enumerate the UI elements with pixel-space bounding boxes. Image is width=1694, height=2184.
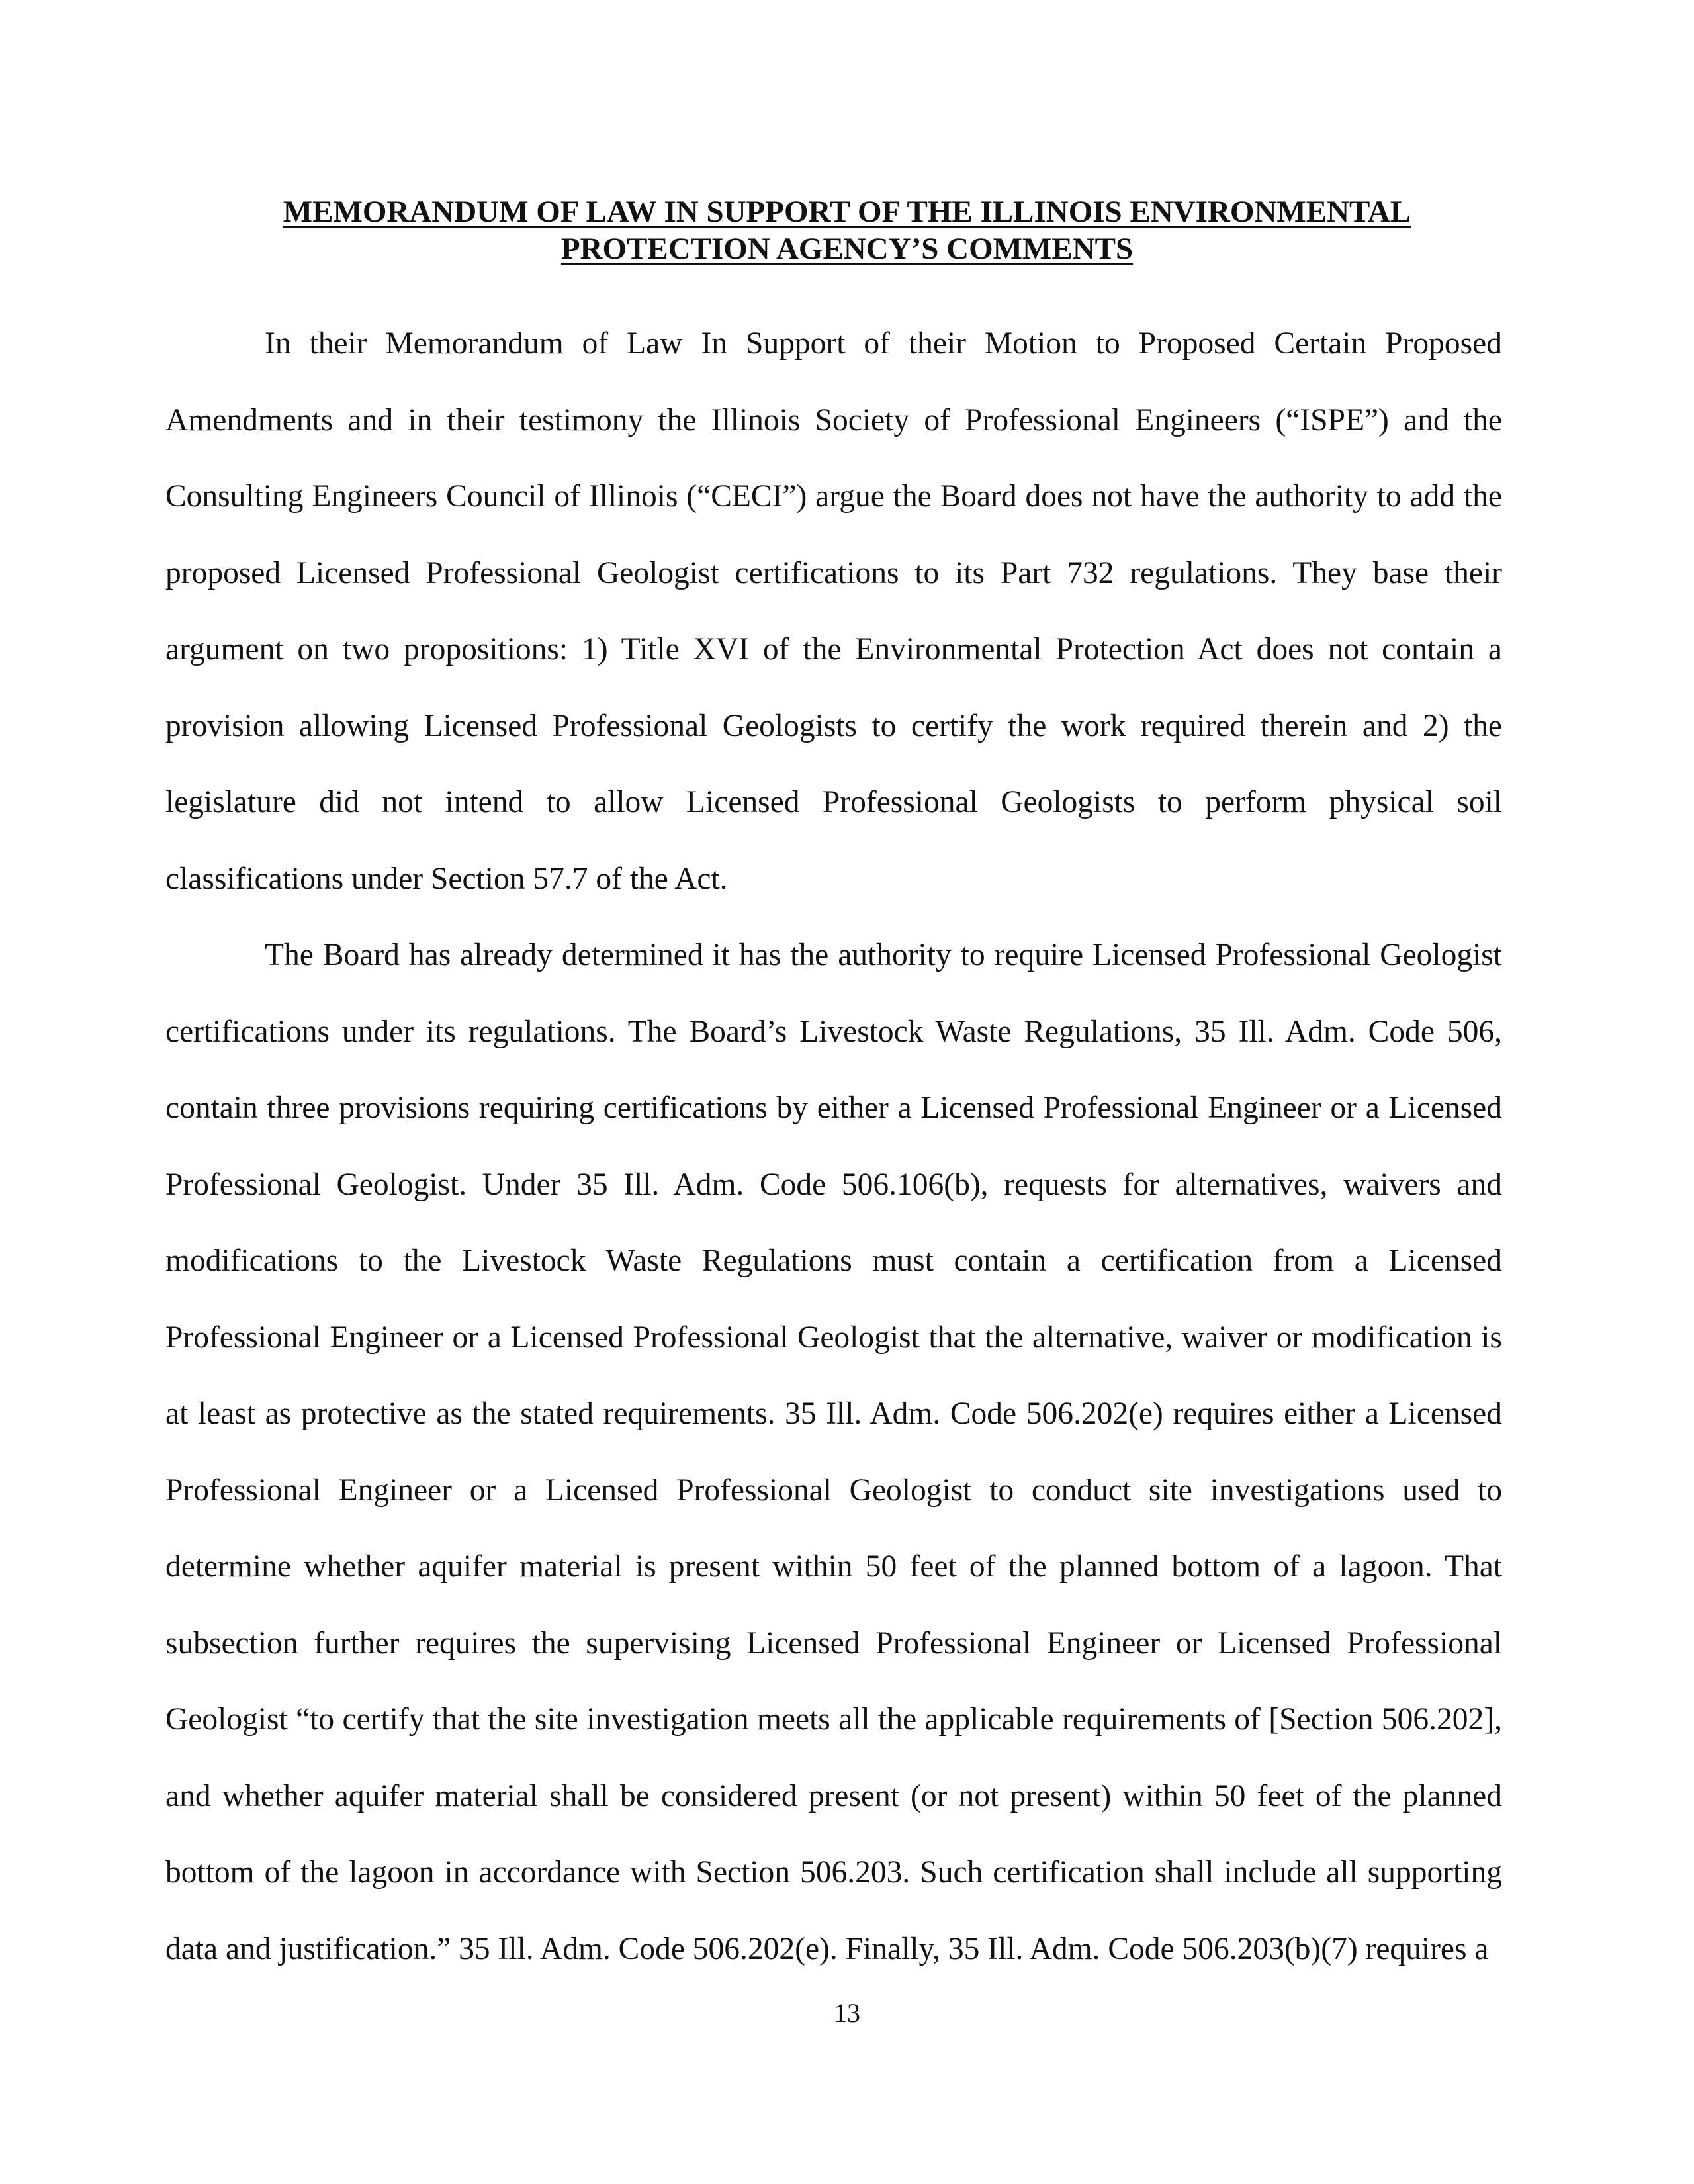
document-body	[165, 306, 1502, 1987]
title-line-2: PROTECTION AGENCY’S COMMENTS	[560, 232, 1134, 266]
paragraph-2: The Board has already determined it has the authority to require Licensed Professional Geologist certifications under its regulations. The Board’s Livestock Waste Regulations, 35 Ill. Adm. Code 506, contain three provisions requiring certifications by either a Licensed Professional Engineer or a Licensed Professional Geologist. Under 35 Ill. Adm. Code 506.106(b), requests for alternatives, waivers and modifications to the Livestock Waste Regulations must contain a certification from a Licensed Professional Engineer or a Licensed Professional Geologist that the alternative, waiver or modification is at least as protective as the stated requirements. 35 Ill. Adm. Code 506.202(e) requires either a Licensed Professional Engineer or a Licensed Professional Geologist to conduct site investigations used to determine whether aquifer material is present within 50 feet of the planned bottom of a lagoon. That subsection further requires the supervising Licensed Professional Engineer or Licensed Professional Geologist “to certify that the site investigation meets all the applicable requirements of [Section 506.202], and whether aquifer material shall be considered present (or not present) within 50 feet of the planned bottom of the lagoon in accordance with Section 506.203. Such certification shall include all supporting data and justification.” 35 Ill. Adm. Code 506.202(e). Finally, 35 Ill. Adm. Code 506.203(b)(7) requires a	[165, 938, 1502, 1966]
page-number: 13	[834, 1998, 860, 2028]
paragraph-1: In their Memorandum of Law In Support of their Motion to Proposed Certain Proposed Amendments and in their testimony the Illinois Society of Professional Engineers (“ISPE”) and the Consulting Engineers Council of Illinois (“CECI”) argue the Board does not have the authority to add the proposed Licensed Professional Geologist certifications to its Part 732 regulations. They base their argument on two propositions: 1) Title XVI of the Environmental Protection Act does not contain a provision allowing Licensed Professional Geologists to certify the work required therein and 2) the legislature did not intend to allow Licensed Professional Geologists to perform physical soil classifications under Section 57.7 of the Act.	[165, 326, 1502, 896]
title-line-1: MEMORANDUM OF LAW IN SUPPORT OF THE ILLINOIS ENVIRONMENTAL	[283, 195, 1411, 229]
document-title	[165, 193, 1529, 267]
